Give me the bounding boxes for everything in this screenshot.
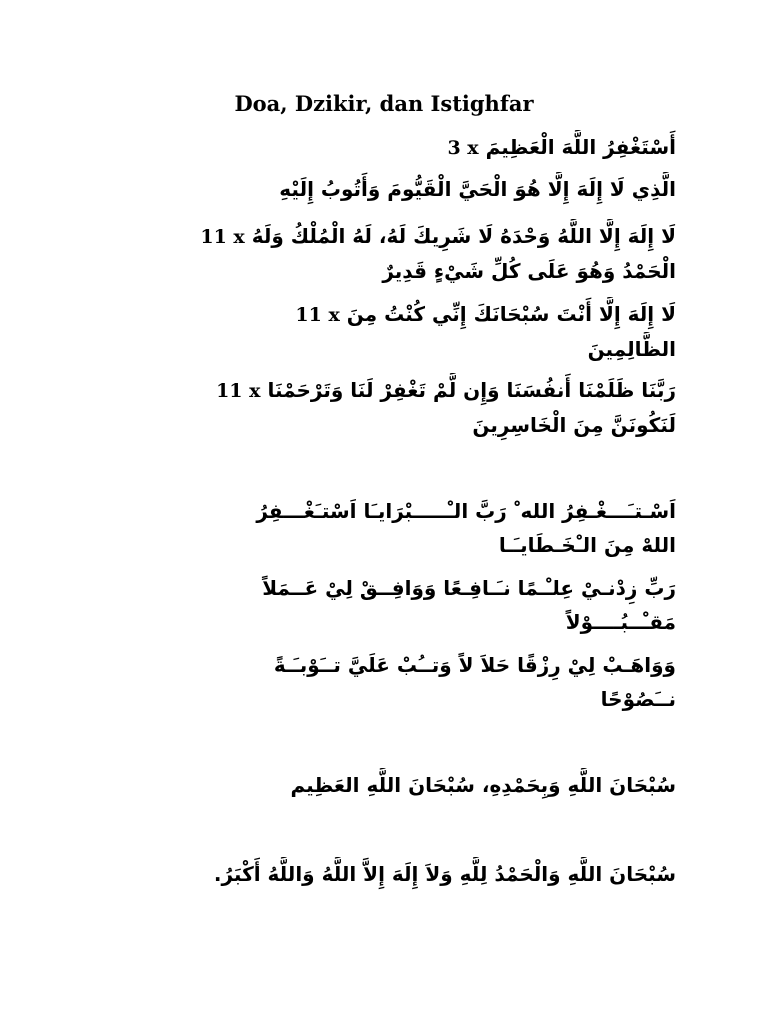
istighfar-albaraya (86, 494, 676, 562)
text-line: سُبْحَانَ اللَّهِ وَبِحَمْدِهِ، سُبْحَانَ اللَّهِ العَظِيم (290, 773, 676, 797)
istighfar-long (86, 172, 676, 206)
tahlil (86, 219, 676, 288)
doa-rizki (86, 648, 676, 716)
document-title: Doa, Dzikir, dan Istighfar (234, 91, 534, 116)
text-line: الْحَمْدُ وَهُوَ عَلَى كُلِّ شَيْءٍ قَدِيرٌ (382, 259, 676, 283)
text-line: أَسْتَغْفِرُ اللَّهَ الْعَظِيمَ 3 x (447, 135, 676, 159)
doa-ilmu (86, 571, 676, 639)
text-line: الظَّالِمِينَ (587, 337, 676, 361)
tasbih-tahmid-tahlil-takbir (76, 857, 676, 891)
repeat-count: 3 x (447, 137, 479, 159)
text-line: لَا إِلَهَ إِلَّا اللَّهُ وَحْدَهُ لَا شَرِيكَ لَهُ، لَهُ الْمُلْكُ وَلَهُ 11 x (200, 224, 676, 248)
repeat-count: 11 x (295, 304, 340, 326)
text-line: رَبَّنَا ظَلَمْنَا أَنفُسَنَا وَإِن لَّمْ تَغْفِرْ لَنَا وَتَرْحَمْنَا 11 x (216, 378, 676, 402)
text-line: اَسْـتـَـــغْـفِرُ الله ْ رَبَّ الـْـــــبْرَايـَا اَسْتـَغْـــفِرُ (256, 499, 676, 523)
text-line: اللهْ مِنَ الـْخَـطَايـَـا (498, 533, 676, 557)
repeat-count: 11 x (216, 380, 261, 402)
istighfar-short (86, 130, 676, 165)
doa-adam (86, 373, 676, 442)
text-line: وَوَاهَـبْ لِيْ رِزْقًا حَلاَ لاً وَتــُبْ عَلَيَّ تــَوْبـَـةً (273, 653, 676, 677)
doa-yunus (86, 297, 676, 366)
text-line: رَبِّ زِدْنـيْ عِلـْـمًا نـَـافِـعًا وَوَافِــقْ لِيْ عَــمَلاً (262, 576, 676, 600)
text-line: مَقـْــبُــــوْلاً (565, 610, 676, 634)
tasbih (86, 768, 676, 802)
text-line: الَّذِي لَا إِلَهَ إِلَّا هُوَ الْحَيَّ الْقَيُّومَ وَأَتُوبُ إِلَيْهِ (279, 177, 676, 201)
text-line: نــَصُوْحًا (600, 687, 676, 711)
text-line: سُبْحَانَ اللَّهِ وَالْحَمْدُ لِلَّهِ وَلاَ إِلَهَ إِلاَّ اللَّهُ وَاللَّهُ أَكْبَرُ. (213, 862, 676, 886)
repeat-count: 11 x (200, 226, 245, 248)
text-line: لَنَكُونَنَّ مِنَ الْخَاسِرِينَ (472, 413, 676, 437)
text-line: لَا إِلَهَ إِلَّا أَنْتَ سُبْحَانَكَ إِنِّي كُنْتُ مِنَ 11 x (295, 302, 676, 326)
